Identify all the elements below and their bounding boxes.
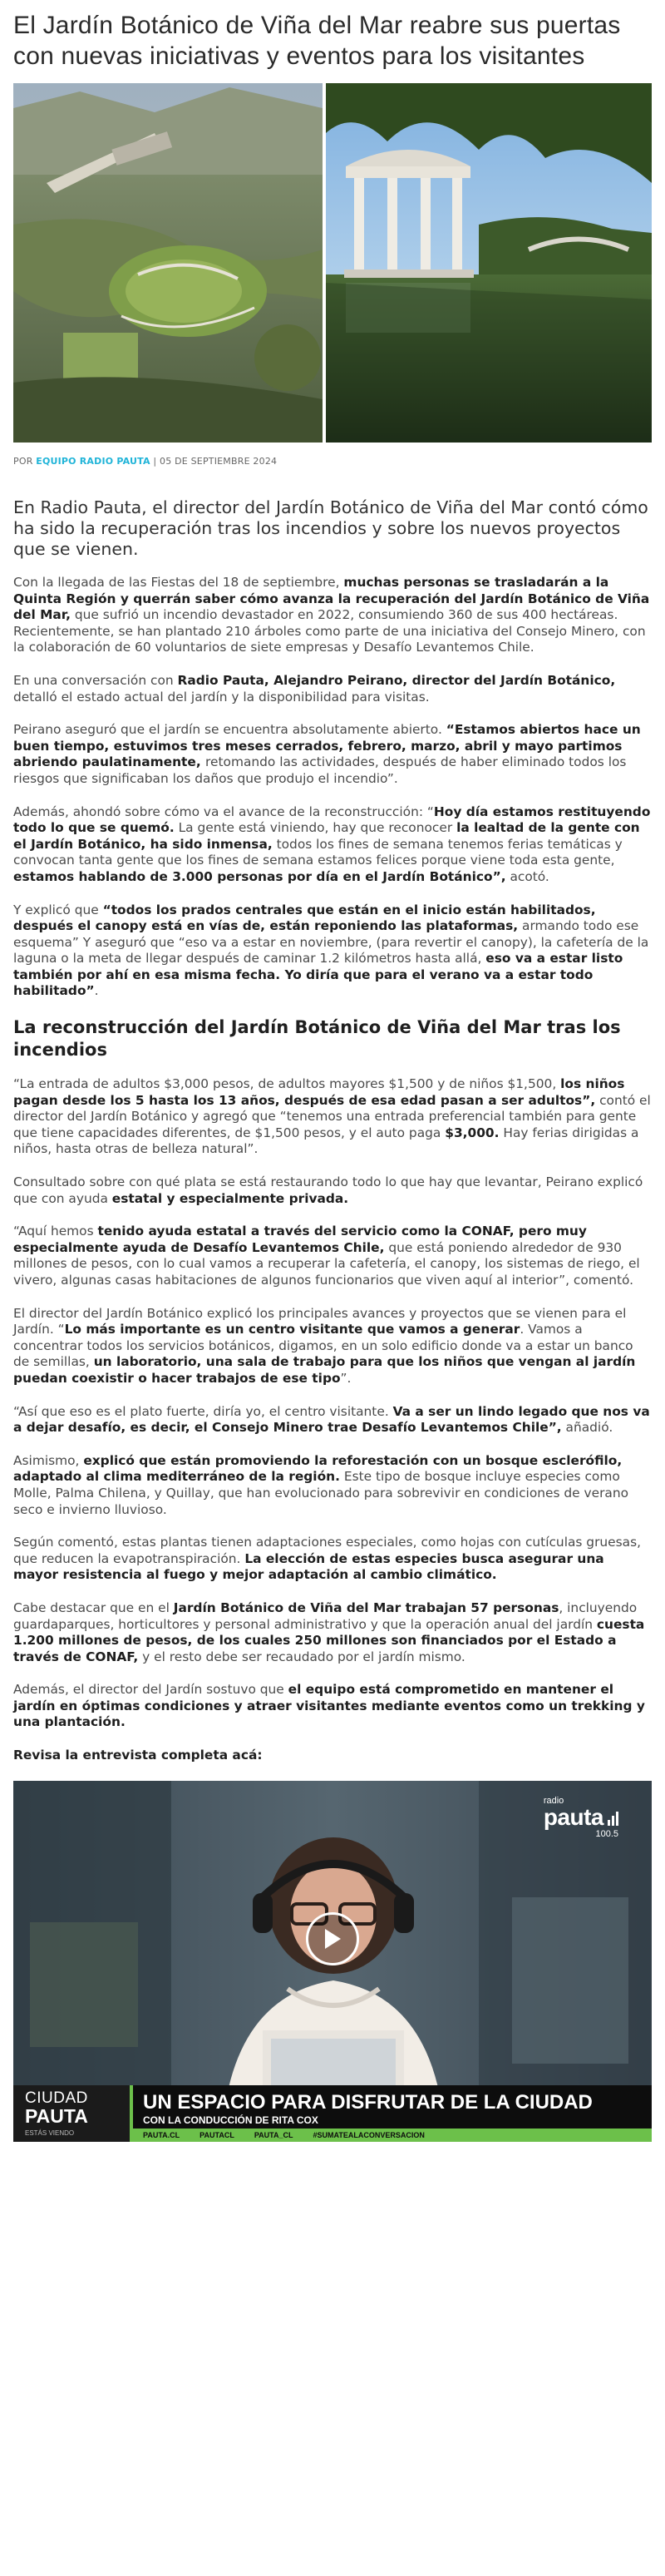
byline-separator: | bbox=[150, 456, 160, 467]
text-run: retomando las actividades, después de haber eliminado todos los riesgos que significaban los daños que produjo el incendio”. bbox=[13, 754, 627, 786]
text-run: Asimismo, bbox=[13, 1452, 84, 1468]
article-paragraph bbox=[13, 1535, 652, 1584]
article-title: El Jardín Botánico de Viña del Mar reabre sus puertas con nuevas iniciativas y eventos para los visitantes bbox=[13, 12, 621, 70]
text-run: Este tipo de bosque incluye especies como Molle, Palma Chilena, y Quillay, que han evolucionado para sobrevivir en condiciones de verano seco e invierno lluvioso. bbox=[13, 1469, 629, 1517]
bold-text: un laboratorio, una sala de trabajo para que los niños que vengan al jardín puedan coexistir o hacer trabajos de ese tipo bbox=[13, 1354, 636, 1386]
bold-text: Jardín Botánico de Viña del Mar trabajan 57 personas bbox=[173, 1599, 559, 1615]
pauta-logo bbox=[544, 1796, 618, 1839]
play-icon bbox=[323, 1928, 342, 1950]
bold-text: Lo más importante es un centro visitante que vamos a generar bbox=[64, 1322, 520, 1337]
article-paragraph bbox=[13, 1748, 652, 1764]
bold-text: estamos hablando de 3.000 personas por día en el Jardín Botánico”, bbox=[13, 868, 506, 884]
paragraph-group-1 bbox=[13, 575, 652, 1000]
bold-text: “todos los prados centrales que están en el inicio están habilitados, después el canopy está en vías de, están reponiendo las plataformas, bbox=[13, 902, 596, 934]
text-run: . Vamos a concentrar todos los servicios botánicos, digamos, en un solo edificio donde va a estar un banco de semillas, bbox=[13, 1322, 633, 1370]
text-run: que sufrió un incendio devastador en 2022, consumiendo 360 de sus 400 hectáreas. Recientemente, se han plantado 210 árboles como parte de una iniciativa del Consejo Minero, con la colaboración de 60 voluntarios de siete empresas y Desafío Levantemos Chile. bbox=[13, 607, 646, 655]
text-run: armando todo ese esquema” Y aseguró que “eso va a estar en noviembre, (para revertir el canopy), la cafetería de la laguna o la meta de llegar después de caminar 1.2 kilómetros hasta allá, bbox=[13, 918, 649, 967]
text-run: Consultado sobre con qué plata se está restaurando todo lo que hay que levantar, Peirano explicó que con ayuda bbox=[13, 1174, 643, 1206]
social-web: PAUTA.CL bbox=[143, 2130, 180, 2139]
bold-text: eso va a estar listo también por ahí en esa misma fecha. Yo diría que para el verano va a estar todo habilitado” bbox=[13, 951, 623, 999]
program-tag-live: ESTÁS VIENDO bbox=[25, 2129, 75, 2137]
article-paragraph bbox=[13, 722, 652, 787]
bold-text: tenido ayuda estatal a través del servicio como la CONAF, pero muy especialmente ayuda de Desafío Levantemos Chile, bbox=[13, 1224, 587, 1255]
bold-text: Va a ser un lindo legado que nos va a dejar desafío, es decir, el Consejo Minero trae Desafío Levantemos Chile”, bbox=[13, 1403, 650, 1436]
article-paragraph bbox=[13, 575, 652, 656]
article-paragraph bbox=[13, 1174, 652, 1207]
bold-text: estatal y especialmente privada. bbox=[111, 1190, 349, 1206]
article-paragraph bbox=[13, 902, 652, 1001]
signal-icon bbox=[608, 1812, 618, 1826]
text-run: La gente está viniendo, hay que reconocer bbox=[174, 820, 457, 836]
banner-title: UN ESPACIO PARA DISFRUTAR DE LA CIUDAD bbox=[143, 2090, 593, 2114]
text-run: ”. bbox=[340, 1370, 352, 1386]
article-paragraph bbox=[13, 1076, 652, 1158]
bold-text: Hoy día estamos restituyendo todo lo que se quemó. bbox=[13, 803, 651, 836]
byline-author-link[interactable]: EQUIPO RADIO PAUTA bbox=[36, 456, 150, 467]
text-run: Según comentó, estas plantas tienen adaptaciones especiales, como hojas con cutículas gruesas, que reducen la evapotranspiración. bbox=[13, 1535, 641, 1566]
bold-text: $3,000. bbox=[445, 1125, 500, 1140]
article-paragraph bbox=[13, 1682, 652, 1731]
article-paragraph bbox=[13, 1224, 652, 1288]
article-paragraph bbox=[13, 804, 652, 886]
pauta-logo-small: radio bbox=[543, 1795, 564, 1806]
play-button[interactable] bbox=[306, 1912, 359, 1965]
article-lede: En Radio Pauta, el director del Jardín Botánico de Viña del Mar contó cómo ha sido la recuperación tras los incendios y sobre los nuevos proyectos que se vienen. bbox=[13, 497, 648, 559]
text-run: Peirano aseguró que el jardín se encuentra absolutamente abierto. bbox=[13, 722, 446, 738]
program-tag bbox=[13, 2085, 130, 2142]
text-run: que está poniendo alrededor de 930 millones de pesos, con lo cual vamos a recuperar la cafetería, el canopy, los sistemas de riego, el vivero, algunas casas habitaciones de algunos funcionarios que viven aquí al interior”, comentó. bbox=[13, 1239, 640, 1288]
article-body bbox=[13, 575, 652, 1764]
text-run: Con la llegada de las Fiestas del 18 de septiembre, bbox=[13, 575, 344, 590]
banner bbox=[130, 2085, 652, 2142]
article-paragraph bbox=[13, 1306, 652, 1387]
text-run: Además, el director del Jardín sostuvo que bbox=[13, 1682, 288, 1698]
video-player[interactable] bbox=[13, 1781, 652, 2142]
text-run: “La entrada de adultos $3,000 pesos, de adultos mayores $1,500 y de niños $1,500, bbox=[13, 1076, 561, 1092]
social-strip bbox=[133, 2129, 652, 2142]
text-run: acotó. bbox=[505, 868, 549, 884]
bold-text: muchas personas se trasladarán a la Quinta Región y querrán saber cómo avanza la recuperación del Jardín Botánico de Viña del Mar, bbox=[13, 575, 650, 623]
bold-text: “Estamos abiertos hace un buen tiempo, estuvimos tres meses cerrados, febrero, marzo, abril y mayo partimos abriendo paulatinamente, bbox=[13, 722, 641, 770]
text-run: detalló el estado actual del jardín y la disponibilidad para visitas. bbox=[13, 689, 430, 705]
bold-text: Radio Pauta, Alejandro Peirano, director del Jardín Botánico, bbox=[177, 672, 616, 688]
text-run: El director del Jardín Botánico explicó los principales avances y proyectos que se vienen para el Jardín. “ bbox=[13, 1305, 627, 1337]
text-run: “Aquí hemos bbox=[13, 1224, 98, 1239]
bold-text: los niños pagan desde los 5 hasta los 13 años, después de esa edad pasan a ser adultos”, bbox=[13, 1076, 625, 1108]
text-run: contó el director del Jardín Botánico y agregó que “tenemos una entrada preferencial también para gente que tiene capacidades diferentes, de $1,500 pesos, y el auto paga bbox=[13, 1092, 651, 1140]
byline-prefix: POR bbox=[13, 456, 37, 467]
bold-text: el equipo está comprometido en mantener el jardín en óptimas condiciones y atraer visitantes mediante eventos como un trekking y una plantación. bbox=[13, 1682, 645, 1730]
program-tag-line1: CIUDAD bbox=[25, 2089, 88, 2107]
bold-text: Revisa la entrevista completa acá: bbox=[13, 1748, 263, 1763]
bold-text: La elección de estas especies busca asegurar una mayor resistencia al fuego y mejor adaptación al cambio climático. bbox=[13, 1550, 604, 1583]
text-run: En una conversación con bbox=[13, 672, 178, 688]
article-paragraph bbox=[13, 673, 652, 705]
bold-text: cuesta 1.200 millones de pesos, de los cuales 250 millones son financiados por el Estado a través de CONAF, bbox=[13, 1616, 645, 1664]
program-tag-line2: PAUTA bbox=[25, 2104, 88, 2127]
social-twitter: PAUTA_CL bbox=[254, 2130, 293, 2139]
social-instagram: PAUTACL bbox=[200, 2130, 234, 2139]
article-paragraph bbox=[13, 1600, 652, 1665]
lower-third bbox=[13, 2085, 652, 2142]
text-run: . bbox=[94, 983, 99, 999]
article-subhead: La reconstrucción del Jardín Botánico de Viña del Mar tras los incendios bbox=[13, 1017, 621, 1061]
paragraph-group-2 bbox=[13, 1076, 652, 1764]
article-byline bbox=[13, 456, 652, 467]
hero-image bbox=[13, 83, 652, 443]
text-run: y el resto debe ser recaudado por el jardín mismo. bbox=[138, 1649, 466, 1664]
hero-photo-collage bbox=[13, 83, 652, 443]
text-run: , incluyendo guardaparques, horticultores y personal administrativo y que la operación anual del jardín bbox=[13, 1599, 638, 1632]
text-run: todos los fines de semana tenemos ferias temáticas y convocan tanta gente que los fines de semana estamos felices porque viene toda esta gente, bbox=[13, 836, 623, 868]
text-run: añadió. bbox=[561, 1420, 613, 1436]
byline-date: 05 DE SEPTIEMBRE 2024 bbox=[160, 456, 278, 467]
bold-text: explicó que están promoviendo la reforestación con un bosque esclerófilo, adaptado al clima mediterráneo de la región. bbox=[13, 1452, 623, 1485]
text-run: Cabe destacar que en el bbox=[13, 1599, 174, 1615]
bold-text: la lealtad de la gente con el Jardín Botánico, ha sido inmensa, bbox=[13, 820, 640, 852]
article-paragraph bbox=[13, 1453, 652, 1518]
pauta-logo-main: pauta bbox=[543, 1803, 603, 1830]
social-hashtag: #SUMATEALACONVERSACION bbox=[313, 2130, 425, 2139]
text-run: Hay ferias dirigidas a niños, hasta otras de belleza natural”. bbox=[13, 1125, 639, 1157]
text-run: “Así que eso es el plato fuerte, diría yo, el centro visitante. bbox=[13, 1403, 393, 1419]
text-run: Además, ahondó sobre cómo va el avance de la reconstrucción: “ bbox=[13, 803, 434, 819]
pauta-logo-freq: 100.5 bbox=[595, 1828, 618, 1839]
article-paragraph bbox=[13, 1404, 652, 1436]
text-run: Y explicó que bbox=[13, 902, 103, 917]
banner-subtitle: CON LA CONDUCCIÓN DE RITA COX bbox=[143, 2114, 318, 2126]
